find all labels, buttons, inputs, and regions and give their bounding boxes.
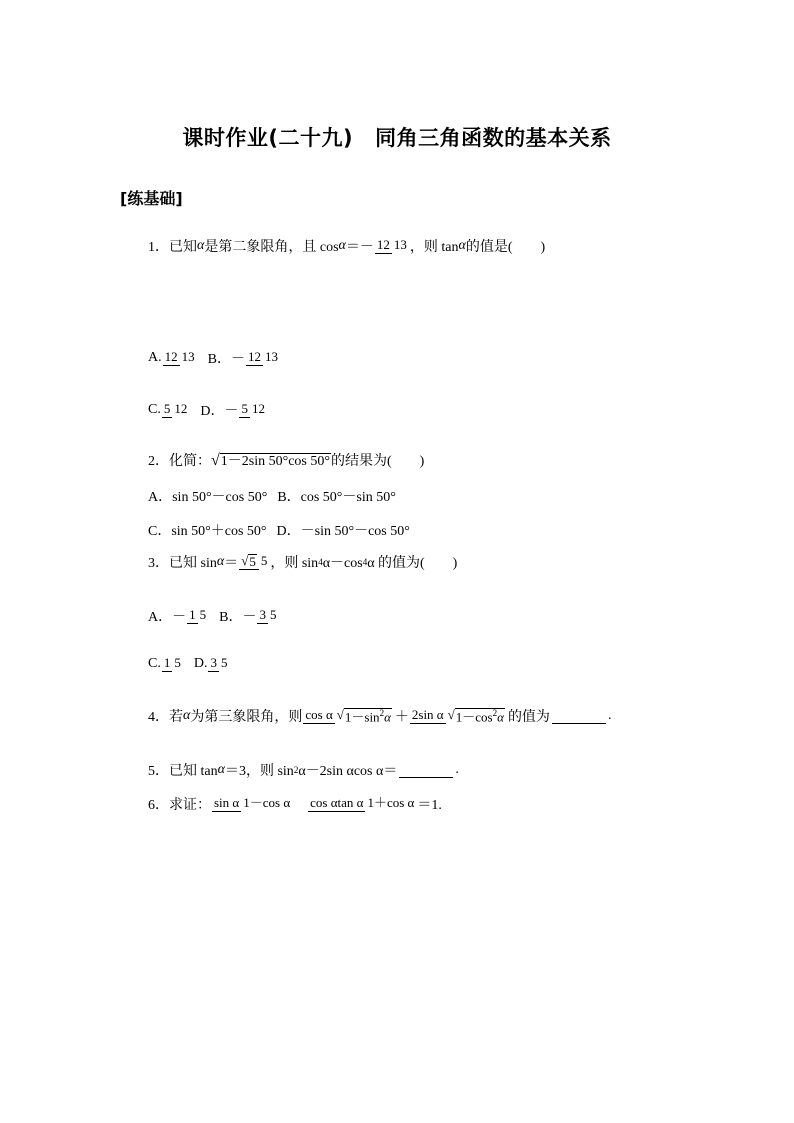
page-title [0,122,794,152]
q2-options-cd: C．sin 50°＋cos 50° D．－sin 50°－cos 50° [148,524,410,539]
q3-options-cd: C. 1 5 D. 3 5 [148,655,228,671]
question-3: 3．已知 sin α ＝ √ 5 5 ，则 sin 4 α－cos 4 α 的值为( ) [148,553,458,571]
q2-options-ab: A．sin 50°－cos 50° B．cos 50°－sin 50° [148,490,396,505]
answer-blank [399,763,453,778]
question-5: 5．已知 tan α ＝3，则 sin 2 α－2sin αcos α＝ . [148,762,459,779]
square-root: √1－2sin 50°cos 50° [211,452,330,469]
q1-options-ab: A. 12 13 B．－ 12 13 [148,349,278,367]
q3-options-ab: A．－ 1 5 B．－ 3 5 [148,607,277,625]
title-main: 课时作业(二十九) [182,126,354,150]
question-6: 6．求证： sin α 1－cos α cos αtan α 1＋cos α ＝1. [148,795,442,813]
question-1: 1．已知 α 是第二象限角，且 cos α ＝－ 12 13 ，则 tan α 的值是( ) [148,237,546,255]
section-heading: [练基础] [120,189,183,208]
title-sub: 同角三角函数的基本关系 [375,126,612,150]
fraction: 12 13 [376,237,407,253]
question-2: 2．化简： √1－2sin 50°cos 50° 的结果为( ) [148,452,425,469]
answer-blank [552,709,606,724]
q1-options-cd: C. 5 12 D．－ 5 12 [148,401,265,419]
question-4: 4．若 α 为第三象限角，则 cos α √ $1-\sin^2\alpha$ ＋ 2sin α √ $1-\cos^2\alpha$ 的值为 . [148,707,612,725]
